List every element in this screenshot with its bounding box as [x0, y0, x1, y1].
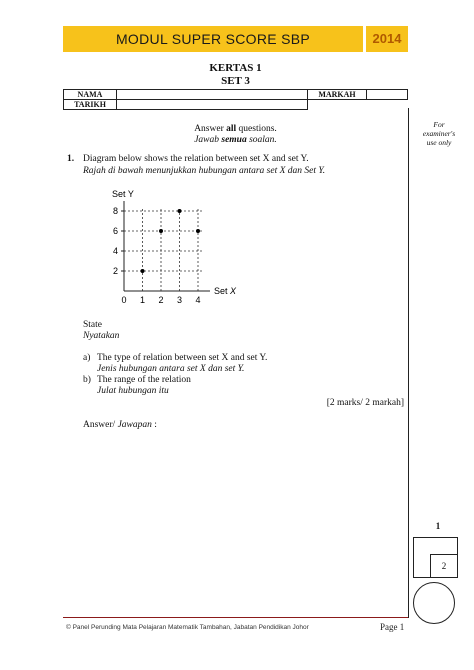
instruction-english [63, 124, 408, 135]
instruction-text: questions. [236, 124, 277, 134]
footer-copyright: © Panel Perunding Mata Pelajaran Matematik Tambahan, Jabatan Pendidikan Johor [66, 624, 309, 631]
question-number-marker: 1 [435, 521, 441, 531]
date-field[interactable] [117, 100, 308, 110]
examiner-line: examiner's [422, 129, 456, 138]
student-info-table [63, 89, 408, 110]
instruction-emphasis: semua [221, 135, 247, 145]
part-a-malay: Jenis hubungan antara set X dan set Y. [97, 364, 245, 374]
module-banner [63, 26, 408, 52]
name-field[interactable] [117, 90, 308, 100]
x-axis-title [214, 286, 237, 296]
answer-colon: : [151, 420, 157, 430]
question-stem-malay: Rajah di bawah menunjukkan hubungan antara set X dan Set Y. [83, 166, 326, 176]
total-marks-cell: 2 [430, 554, 457, 577]
footer-rule [63, 617, 408, 618]
examiner-line: use only [426, 138, 452, 147]
banner-title: MODUL SUPER SCORE SBP [115, 31, 311, 47]
instruction-text: Answer [194, 124, 227, 134]
y-tick-label: 2 [112, 266, 118, 276]
x-tick-label: 1 [139, 295, 146, 305]
blank-cell [367, 100, 408, 110]
data-point [159, 229, 163, 233]
name-label: NAMA [64, 90, 117, 100]
data-point [196, 229, 200, 233]
answer-english: Answer/ [83, 420, 118, 430]
examiner-line: For [433, 120, 445, 129]
score-circle [413, 582, 455, 624]
question-stem-english: Diagram below shows the relation between set X and set Y. [83, 154, 309, 164]
part-b-english: The range of the relation [97, 375, 191, 385]
state-english: State [83, 320, 102, 330]
banner-year: 2014 [372, 31, 402, 46]
y-tick-label: 6 [112, 226, 118, 236]
y-tick-label: 8 [112, 206, 118, 216]
date-label: TARIKH [64, 100, 117, 110]
instruction-text: Jawab [194, 135, 222, 145]
instruction-text: soalan. [246, 135, 277, 145]
instruction-malay [63, 135, 408, 146]
y-tick-label: 4 [112, 246, 118, 256]
question-number: 1. [67, 154, 75, 164]
mark-label: MARKAH [308, 90, 367, 100]
paper-title: KERTAS 1 [209, 62, 262, 74]
x-tick-label: 4 [195, 295, 201, 305]
x-tick-label: 0 [121, 295, 127, 305]
x-axis-title-prefix: Set [214, 286, 231, 296]
instruction-emphasis: all [226, 124, 237, 134]
part-b-malay: Julat hubungan itu [97, 386, 169, 396]
answer-label [83, 420, 157, 431]
page-number: Page 1 [380, 622, 405, 632]
x-tick-label: 3 [176, 295, 183, 305]
blank-cell [308, 100, 367, 110]
marks-allocation: [2 marks/ 2 markah] [326, 398, 404, 408]
part-b-label: b) [83, 375, 91, 385]
set-title: SET 3 [221, 75, 250, 87]
part-a-label: a) [83, 353, 91, 363]
relation-graph [84, 185, 254, 315]
mark-field[interactable] [367, 90, 408, 100]
x-axis-title-variable: X [230, 286, 237, 296]
state-malay: Nyatakan [83, 331, 120, 341]
answer-malay: Jawapan [117, 420, 152, 430]
margin-rule [408, 108, 409, 618]
data-point [178, 209, 182, 213]
examiner-note [414, 120, 464, 147]
data-point [141, 269, 145, 273]
y-axis-title: Set Y [112, 189, 134, 199]
part-a-english: The type of relation between set X and set Y. [97, 353, 268, 363]
x-tick-label: 2 [158, 295, 164, 305]
